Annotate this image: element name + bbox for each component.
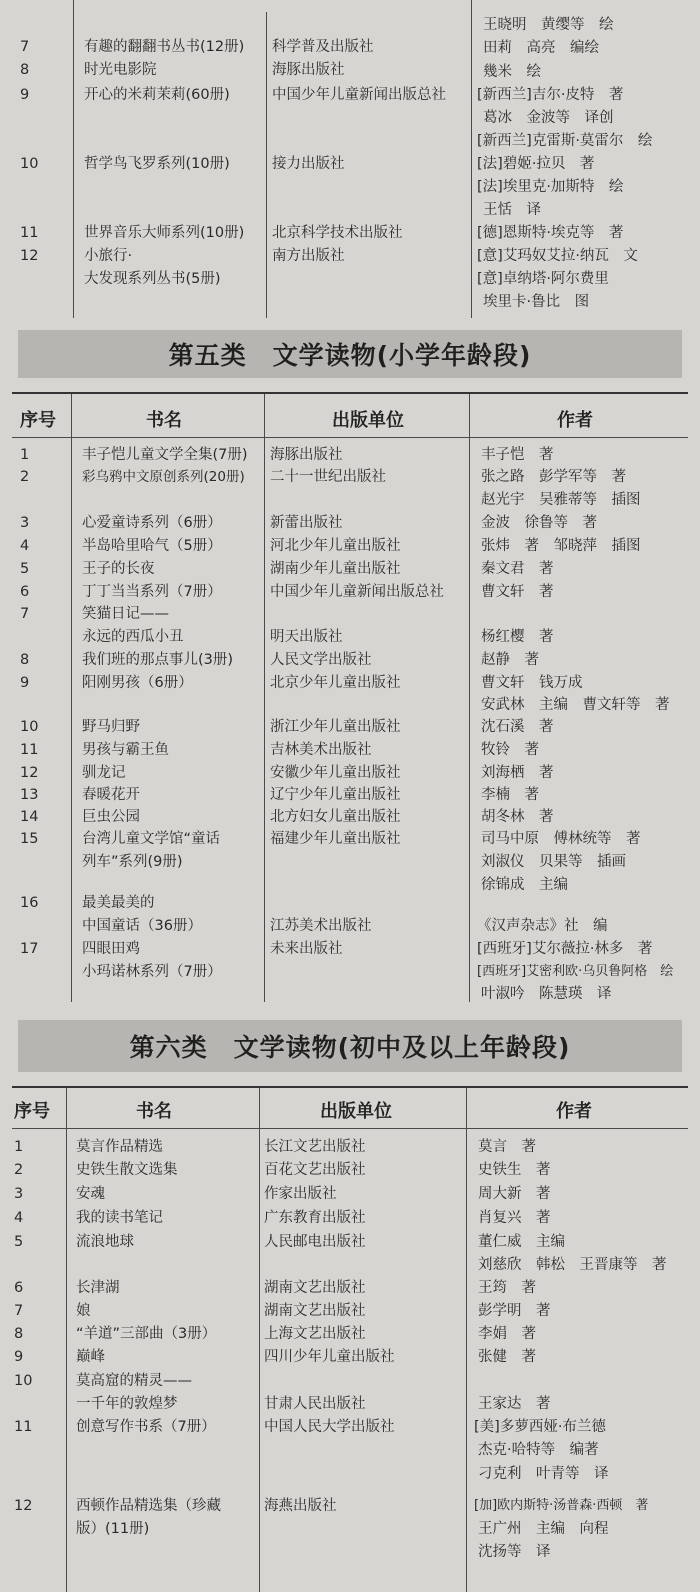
book-title: 王子的长夜	[82, 561, 155, 577]
row-number: 4	[14, 1210, 24, 1226]
publisher: 人民邮电出版社	[264, 1234, 366, 1250]
publisher: 南方出版社	[272, 248, 345, 264]
author-line: 王筠 著	[478, 1280, 536, 1296]
book-title: 春暖花开	[82, 787, 140, 803]
book-title: “羊道”三部曲（3册）	[76, 1326, 217, 1342]
header-title: 书名	[146, 410, 182, 431]
column-divider	[264, 394, 265, 1002]
author-line: 徐锦成 主编	[481, 877, 568, 893]
publisher: 辽宁少年儿童出版社	[270, 787, 401, 803]
book-title: 小玛诺林系列（7册）	[82, 964, 222, 980]
book-title: 丰子恺儿童文学全集(7册)	[82, 447, 248, 463]
author-line: 刁克利 叶青等 译	[478, 1466, 609, 1482]
section-title: 第五类 文学读物(小学年龄段)	[168, 341, 532, 370]
publisher: 湖南文艺出版社	[264, 1280, 366, 1296]
author-line: 王晓明 黄缨等 绘	[483, 17, 614, 33]
row-number: 9	[14, 1349, 24, 1365]
row-number: 12	[14, 1498, 33, 1514]
book-title: 莫言作品精选	[76, 1139, 163, 1155]
book-title: 中国童话（36册）	[82, 918, 202, 934]
section-banner	[18, 1020, 682, 1072]
book-title: 阳刚男孩（6册）	[82, 675, 193, 691]
row-number: 10	[14, 1373, 33, 1389]
row-number: 13	[20, 787, 39, 803]
book-title: 安魂	[76, 1186, 105, 1202]
row-number: 10	[20, 719, 39, 735]
book-title: 小旅行·	[84, 248, 133, 264]
row-number: 6	[20, 584, 30, 600]
table-top-rule	[12, 1086, 688, 1088]
author-line: 杰克·哈特等 编著	[478, 1442, 599, 1458]
row-number: 5	[14, 1234, 24, 1250]
column-divider	[266, 12, 267, 318]
author-line: 叶淑吟 陈慧瑛 译	[481, 986, 612, 1002]
book-title: 史铁生散文选集	[76, 1162, 178, 1178]
book-title: 长津湖	[76, 1280, 120, 1296]
author-line: 刘海栖 著	[481, 765, 554, 781]
row-number: 11	[20, 742, 39, 758]
column-divider	[73, 0, 74, 318]
publisher: 中国少年儿童新闻出版总社	[272, 87, 446, 103]
book-title: 丁丁当当系列（7册）	[82, 584, 222, 600]
author-line: 王家达 著	[478, 1396, 551, 1412]
table-top-rule	[12, 392, 688, 394]
author-line: 莫言 著	[478, 1139, 536, 1155]
book-title: 巨虫公园	[82, 809, 140, 825]
book-title: 西顿作品精选集（珍藏	[76, 1498, 221, 1514]
author-line: 幾米 绘	[483, 64, 541, 80]
author-line: 牧铃 著	[481, 742, 539, 758]
publisher: 海豚出版社	[272, 62, 345, 78]
author-line: 沈石溪 著	[481, 719, 554, 735]
row-number: 3	[20, 515, 30, 531]
header-publisher: 出版单位	[320, 1101, 392, 1122]
author-line: 赵静 著	[481, 652, 539, 668]
column-divider	[71, 394, 72, 1002]
author-line: [西班牙]艾密利欧·乌贝鲁阿格 绘	[477, 964, 674, 979]
book-title: 我的读书笔记	[76, 1210, 163, 1226]
column-divider	[469, 394, 470, 1002]
row-number: 15	[20, 831, 39, 847]
author-line: 刘慈欣 韩松 王晋康等 著	[478, 1257, 667, 1273]
publisher: 中国人民大学出版社	[264, 1419, 395, 1435]
author-line: 杨红樱 著	[481, 629, 554, 645]
author-line: 史铁生 著	[478, 1162, 551, 1178]
publisher: 作家出版社	[264, 1186, 337, 1202]
row-number: 3	[14, 1186, 24, 1202]
row-number: 9	[20, 675, 30, 691]
book-title: 驯龙记	[82, 765, 126, 781]
header-author: 作者	[557, 410, 593, 431]
book-title: 创意写作书系（7册）	[76, 1419, 216, 1435]
row-number: 5	[20, 561, 30, 577]
author-line: 彭学明 著	[478, 1303, 551, 1319]
author-line: 曹文轩 钱万成	[481, 675, 583, 691]
author-line: 张炜 著 邹晓萍 插图	[481, 538, 641, 554]
author-line: 胡冬林 著	[481, 809, 554, 825]
row-number: 8	[14, 1326, 24, 1342]
book-title: 彩乌鸦中文原创系列(20册)	[82, 469, 245, 485]
column-divider	[66, 1088, 67, 1592]
section-title: 第六类 文学读物(初中及以上年龄段)	[129, 1033, 571, 1062]
author-line: [法]埃里克·加斯特 绘	[477, 179, 624, 195]
author-line: 司马中原 傅林统等 著	[481, 831, 641, 847]
book-title: 永远的西瓜小丑	[82, 629, 184, 645]
row-number: 1	[20, 447, 30, 463]
author-line: 田莉 高亮 编绘	[483, 40, 599, 56]
author-line: 李楠 著	[481, 787, 539, 803]
row-number: 11	[20, 225, 39, 241]
author-line: 安武林 主编 曹文轩等 著	[481, 697, 670, 713]
row-number: 9	[20, 87, 30, 103]
row-number: 12	[20, 248, 39, 264]
book-title: 笑猫日记——	[82, 606, 169, 622]
author-line: 张健 著	[478, 1349, 536, 1365]
book-title: 最美最美的	[82, 895, 155, 911]
book-title: 开心的米莉茉莉(60册)	[84, 87, 230, 103]
book-title: 男孩与霸王鱼	[82, 742, 169, 758]
header-author: 作者	[556, 1101, 592, 1122]
row-number: 8	[20, 652, 30, 668]
section-banner	[18, 330, 682, 378]
publisher: 海燕出版社	[264, 1498, 337, 1514]
author-line: 周大新 著	[478, 1186, 551, 1202]
book-title: 哲学鸟飞罗系列(10册)	[84, 156, 230, 172]
column-divider	[471, 0, 472, 318]
publisher: 安徽少年儿童出版社	[270, 765, 401, 781]
row-number: 7	[20, 606, 30, 622]
author-line: [法]碧姬·拉贝 著	[477, 156, 595, 172]
author-line: [新西兰]吉尔·皮特 著	[477, 87, 624, 103]
row-number: 17	[20, 941, 39, 957]
publisher: 人民文学出版社	[270, 652, 372, 668]
author-line: 曹文轩 著	[481, 584, 554, 600]
book-title: 时光电影院	[84, 62, 157, 78]
author-line: [加]欧内斯特·汤普森·西顿 著	[474, 1498, 649, 1513]
author-line: 张之路 彭学军等 著	[481, 469, 626, 485]
author-line: [意]艾玛奴艾拉·纳瓦 文	[477, 248, 638, 264]
column-divider	[466, 1088, 467, 1592]
row-number: 14	[20, 809, 39, 825]
publisher: 新蕾出版社	[270, 515, 343, 531]
publisher: 北京科学技术出版社	[272, 225, 403, 241]
publisher: 浙江少年儿童出版社	[270, 719, 401, 735]
publisher: 福建少年儿童出版社	[270, 831, 401, 847]
publisher: 二十一世纪出版社	[270, 469, 386, 485]
publisher: 百花文艺出版社	[264, 1162, 366, 1178]
publisher: 长江文艺出版社	[264, 1139, 366, 1155]
publisher: 北方妇女儿童出版社	[270, 809, 401, 825]
author-line: 金波 徐鲁等 著	[481, 515, 597, 531]
author-line: 王恬 译	[483, 202, 541, 218]
book-title: 半岛哈里哈气（5册）	[82, 538, 222, 554]
author-line: 葛冰 金波等 译创	[483, 110, 614, 126]
publisher: 江苏美术出版社	[270, 918, 372, 934]
row-number: 11	[14, 1419, 33, 1435]
publisher: 吉林美术出版社	[270, 742, 372, 758]
author-line: [新西兰]克雷斯·莫雷尔 绘	[477, 133, 653, 149]
book-title: 野马归野	[82, 719, 140, 735]
author-line: 丰子恺 著	[481, 447, 554, 463]
book-title: 列车”系列(9册)	[82, 854, 183, 870]
header-title: 书名	[136, 1101, 172, 1122]
row-number: 12	[20, 765, 39, 781]
row-number: 4	[20, 538, 30, 554]
publisher: 湖南文艺出版社	[264, 1303, 366, 1319]
publisher: 北京少年儿童出版社	[270, 675, 401, 691]
row-number: 10	[20, 156, 39, 172]
book-title: 四眼田鸡	[82, 941, 140, 957]
book-title: 我们班的那点事儿(3册)	[82, 652, 234, 668]
author-line: 李娟 著	[478, 1326, 536, 1342]
book-title: 心爱童诗系列（6册）	[82, 515, 222, 531]
row-number: 8	[20, 62, 30, 78]
row-number: 2	[14, 1162, 24, 1178]
row-number: 6	[14, 1280, 24, 1296]
header-publisher: 出版单位	[332, 410, 404, 431]
publisher: 湖南少年儿童出版社	[270, 561, 401, 577]
author-line: 赵光宇 吴雅蒂等 插图	[481, 492, 641, 508]
header-rule	[12, 437, 688, 438]
publisher: 科学普及出版社	[272, 39, 374, 55]
publisher: 四川少年儿童出版社	[264, 1349, 395, 1365]
publisher: 河北少年儿童出版社	[270, 538, 401, 554]
publisher: 接力出版社	[272, 156, 345, 172]
author-line: [德]恩斯特·埃克等 著	[477, 225, 624, 241]
publisher: 未来出版社	[270, 941, 343, 957]
book-title: 流浪地球	[76, 1234, 134, 1250]
author-line: [西班牙]艾尔薇拉·林多 著	[477, 941, 653, 957]
publisher: 明天出版社	[270, 629, 343, 645]
header-number: 序号	[14, 1101, 50, 1122]
author-line: 秦文君 著	[481, 561, 554, 577]
header-number: 序号	[20, 410, 56, 431]
book-title: 台湾儿童文学馆“童话	[82, 831, 221, 847]
publisher: 中国少年儿童新闻出版总社	[270, 584, 444, 600]
row-number: 16	[20, 895, 39, 911]
book-title: 有趣的翻翻书丛书(12册)	[84, 39, 245, 55]
column-divider	[259, 1088, 260, 1592]
header-rule	[12, 1128, 688, 1129]
author-line: 沈扬等 译	[478, 1544, 551, 1560]
book-title: 娘	[76, 1303, 91, 1319]
book-title: 版）(11册)	[76, 1521, 150, 1537]
publisher: 广东教育出版社	[264, 1210, 366, 1226]
row-number: 7	[14, 1303, 24, 1319]
publisher: 甘肃人民出版社	[264, 1396, 366, 1412]
author-line: 肖复兴 著	[478, 1210, 551, 1226]
author-line: 埃里卡·鲁比 图	[483, 294, 590, 310]
row-number: 2	[20, 469, 30, 485]
author-line: 董仁威 主编	[478, 1234, 565, 1250]
publisher: 上海文艺出版社	[264, 1326, 366, 1342]
author-line: [意]卓纳塔·阿尔费里	[477, 271, 609, 287]
book-title: 世界音乐大师系列(10册)	[84, 225, 245, 241]
author-line: 《汉声杂志》社 编	[477, 918, 608, 934]
author-line: [美]多萝西娅·布兰德	[474, 1419, 606, 1435]
row-number: 7	[20, 39, 30, 55]
book-title: 巅峰	[76, 1349, 105, 1365]
author-line: 刘淑仪 贝果等 插画	[481, 854, 626, 870]
author-line: 王广州 主编 向程	[478, 1521, 609, 1537]
book-title: 一千年的敦煌梦	[76, 1396, 178, 1412]
publisher: 海豚出版社	[270, 447, 343, 463]
row-number: 1	[14, 1139, 24, 1155]
book-title: 莫高窟的精灵——	[76, 1373, 192, 1389]
book-title: 大发现系列丛书(5册)	[84, 271, 221, 287]
